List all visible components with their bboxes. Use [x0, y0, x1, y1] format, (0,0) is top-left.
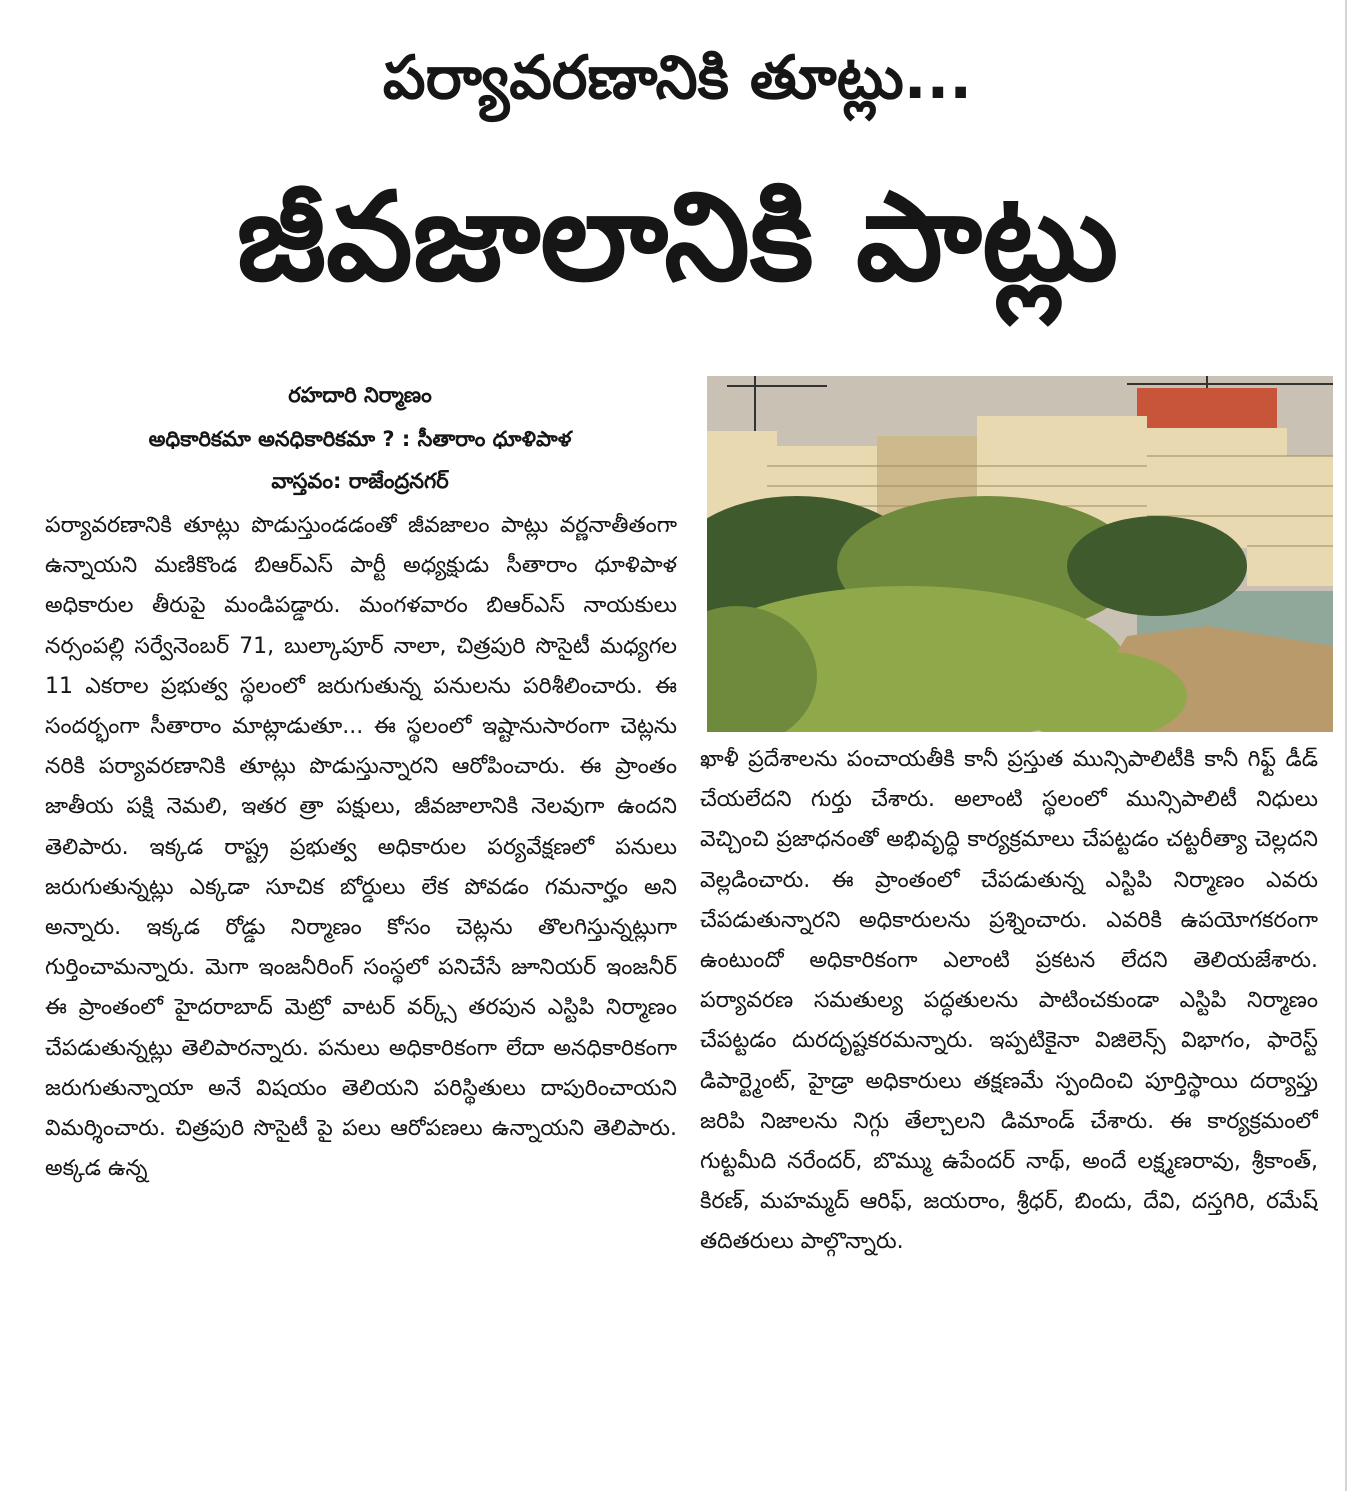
subhead-topic: రహదారి నిర్మాణం: [288, 383, 432, 407]
subhead-question: అధికారికమా అనధికారికమా ? : సీతారాం ధూళిపాళ: [148, 427, 572, 451]
article-body-left-column: పర్యావరణానికి తూట్లు పొడుస్తుండడంతో జీవజాలం పాట్లు వర్ణనాతీతంగా ఉన్నాయని మణికొండ బిఆర్ఎస్ పార్టీ అధ్యక్షుడు సీతారాం ధూళిపాళ అధికారుల తీరుపై మండిపడ్డారు. మంగళవారం బిఆర్ఎస్ నాయకులు నర్సంపల్లి సర్వేనెంబర్ 71, బుల్కాపూర్ నాలా, చిత్రపురి సొసైటీ మధ్యగల 11 ఎకరాల ప్రభుత్వ స్థలంలో జరుగుతున్న పనులను పరిశీలించారు. ఈ సందర్భంగా సీతారాం మాట్లాడుతూ... ఈ స్థలంలో ఇష్టానుసారంగా చెట్లను నరికి పర్యావరణానికి తూట్లు పొడుస్తున్నారని ఆరోపించారు. ఈ ప్రాంతం జాతీయ పక్షి నెమలి, ఇతర త్రా పక్షులు, జీవజాలానికి నెలవుగా ఉందని తెలిపారు. ఇక్కడ రాష్ట్ర ప్రభుత్వ అధికారుల పర్యవేక్షణలో పనులు జరుగుతున్నట్లు ఎక్కడా సూచిక బోర్డులు లేక పోవడం గమనార్హం అని అన్నారు. ఇక్కడ రోడ్డు నిర్మాణం కోసం చెట్లను తొలగిస్తున్నట్లుగా గుర్తించామన్నారు. మెగా ఇంజనీరింగ్ సంస్థలో పనిచేసే జూనియర్ ఇంజనీర్ ఈ ప్రాంతంలో హైదరాబాద్ మెట్రో వాటర్ వర్క్స్ తరపున ఎస్టిపి నిర్మాణం చేపడుతున్నట్లు తెలిపారన్నారు. పనులు అధికారికంగా లేదా అనధికారికంగా జరుగుతున్నాయా అనే విషయం తెలియని పరిస్థితులు దాపురించాయని విమర్శించారు. చిత్రపురి సొసైటీ పై పలు ఆరోపణలు ఉన్నాయని తెలిపారు. అక్కడ ఉన్న: [45, 513, 677, 1182]
red-tower: [1137, 388, 1277, 428]
news-photo: [707, 376, 1333, 732]
construction-site-photo-illustration: [707, 376, 1333, 732]
building-5: [1247, 456, 1333, 586]
tree-canopy-3: [1067, 516, 1247, 616]
article-body-right-column: ఖాళీ ప్రదేశాలను పంచాయతీకి కానీ ప్రస్తుత మున్సిపాలిటీకి కానీ గిఫ్ట్ డీడ్ చేయలేదని గుర్తు చేశారు. అలాంటి స్థలంలో మున్సిపాలిటీ నిధులు వెచ్చించి ప్రజాధనంతో అభివృద్ధి కార్యక్రమాలు చేపట్టడం చట్టరీత్యా చెల్లదని వెల్లడించారు. ఈ ప్రాంతంలో చేపడుతున్న ఎస్టిపి నిర్మాణం ఎవరు చేపడుతున్నారని అధికారులను ప్రశ్నించారు. ఎవరికి ఉపయోగకరంగా ఉంటుందో అధికారికంగా ఎలాంటి ప్రకటన లేదని తెలియజేశారు. పర్యావరణ సమతుల్య పద్ధతులను పాటించకుండా ఎస్టిపి నిర్మాణం చేపట్టడం దురదృష్టకరమన్నారు. ఇప్పటికైనా విజిలెన్స్ విభాగం, ఫారెస్ట్ డిపార్ట్మెంట్, హైడ్రా అధికారులు తక్షణమే స్పందించి పూర్తిస్థాయి దర్యాప్తు జరిపి నిజాలను నిగ్గు తేల్చాలని డిమాండ్ చేశారు. ఈ కార్యక్రమంలో గుట్టమీది నరేందర్, బొమ్ము ఉపేందర్ నాథ్, అందే లక్ష్మణరావు, శ్రీకాంత్, కిరణ్, మహమ్మద్ ఆరిఫ్, జయరాం, శ్రీధర్, బిందు, దేవి, దస్తగిరి, రమేష్ తదితరులు పాల్గొన్నారు.: [700, 747, 1318, 1255]
subhead-dateline: వాస్తవం: రాజేంద్రనగర్: [271, 469, 449, 493]
article-kicker: పర్యావరణానికి తూట్లు...: [382, 43, 973, 113]
article-headline: జీవజాలానికి పాట్లు: [236, 166, 1119, 308]
